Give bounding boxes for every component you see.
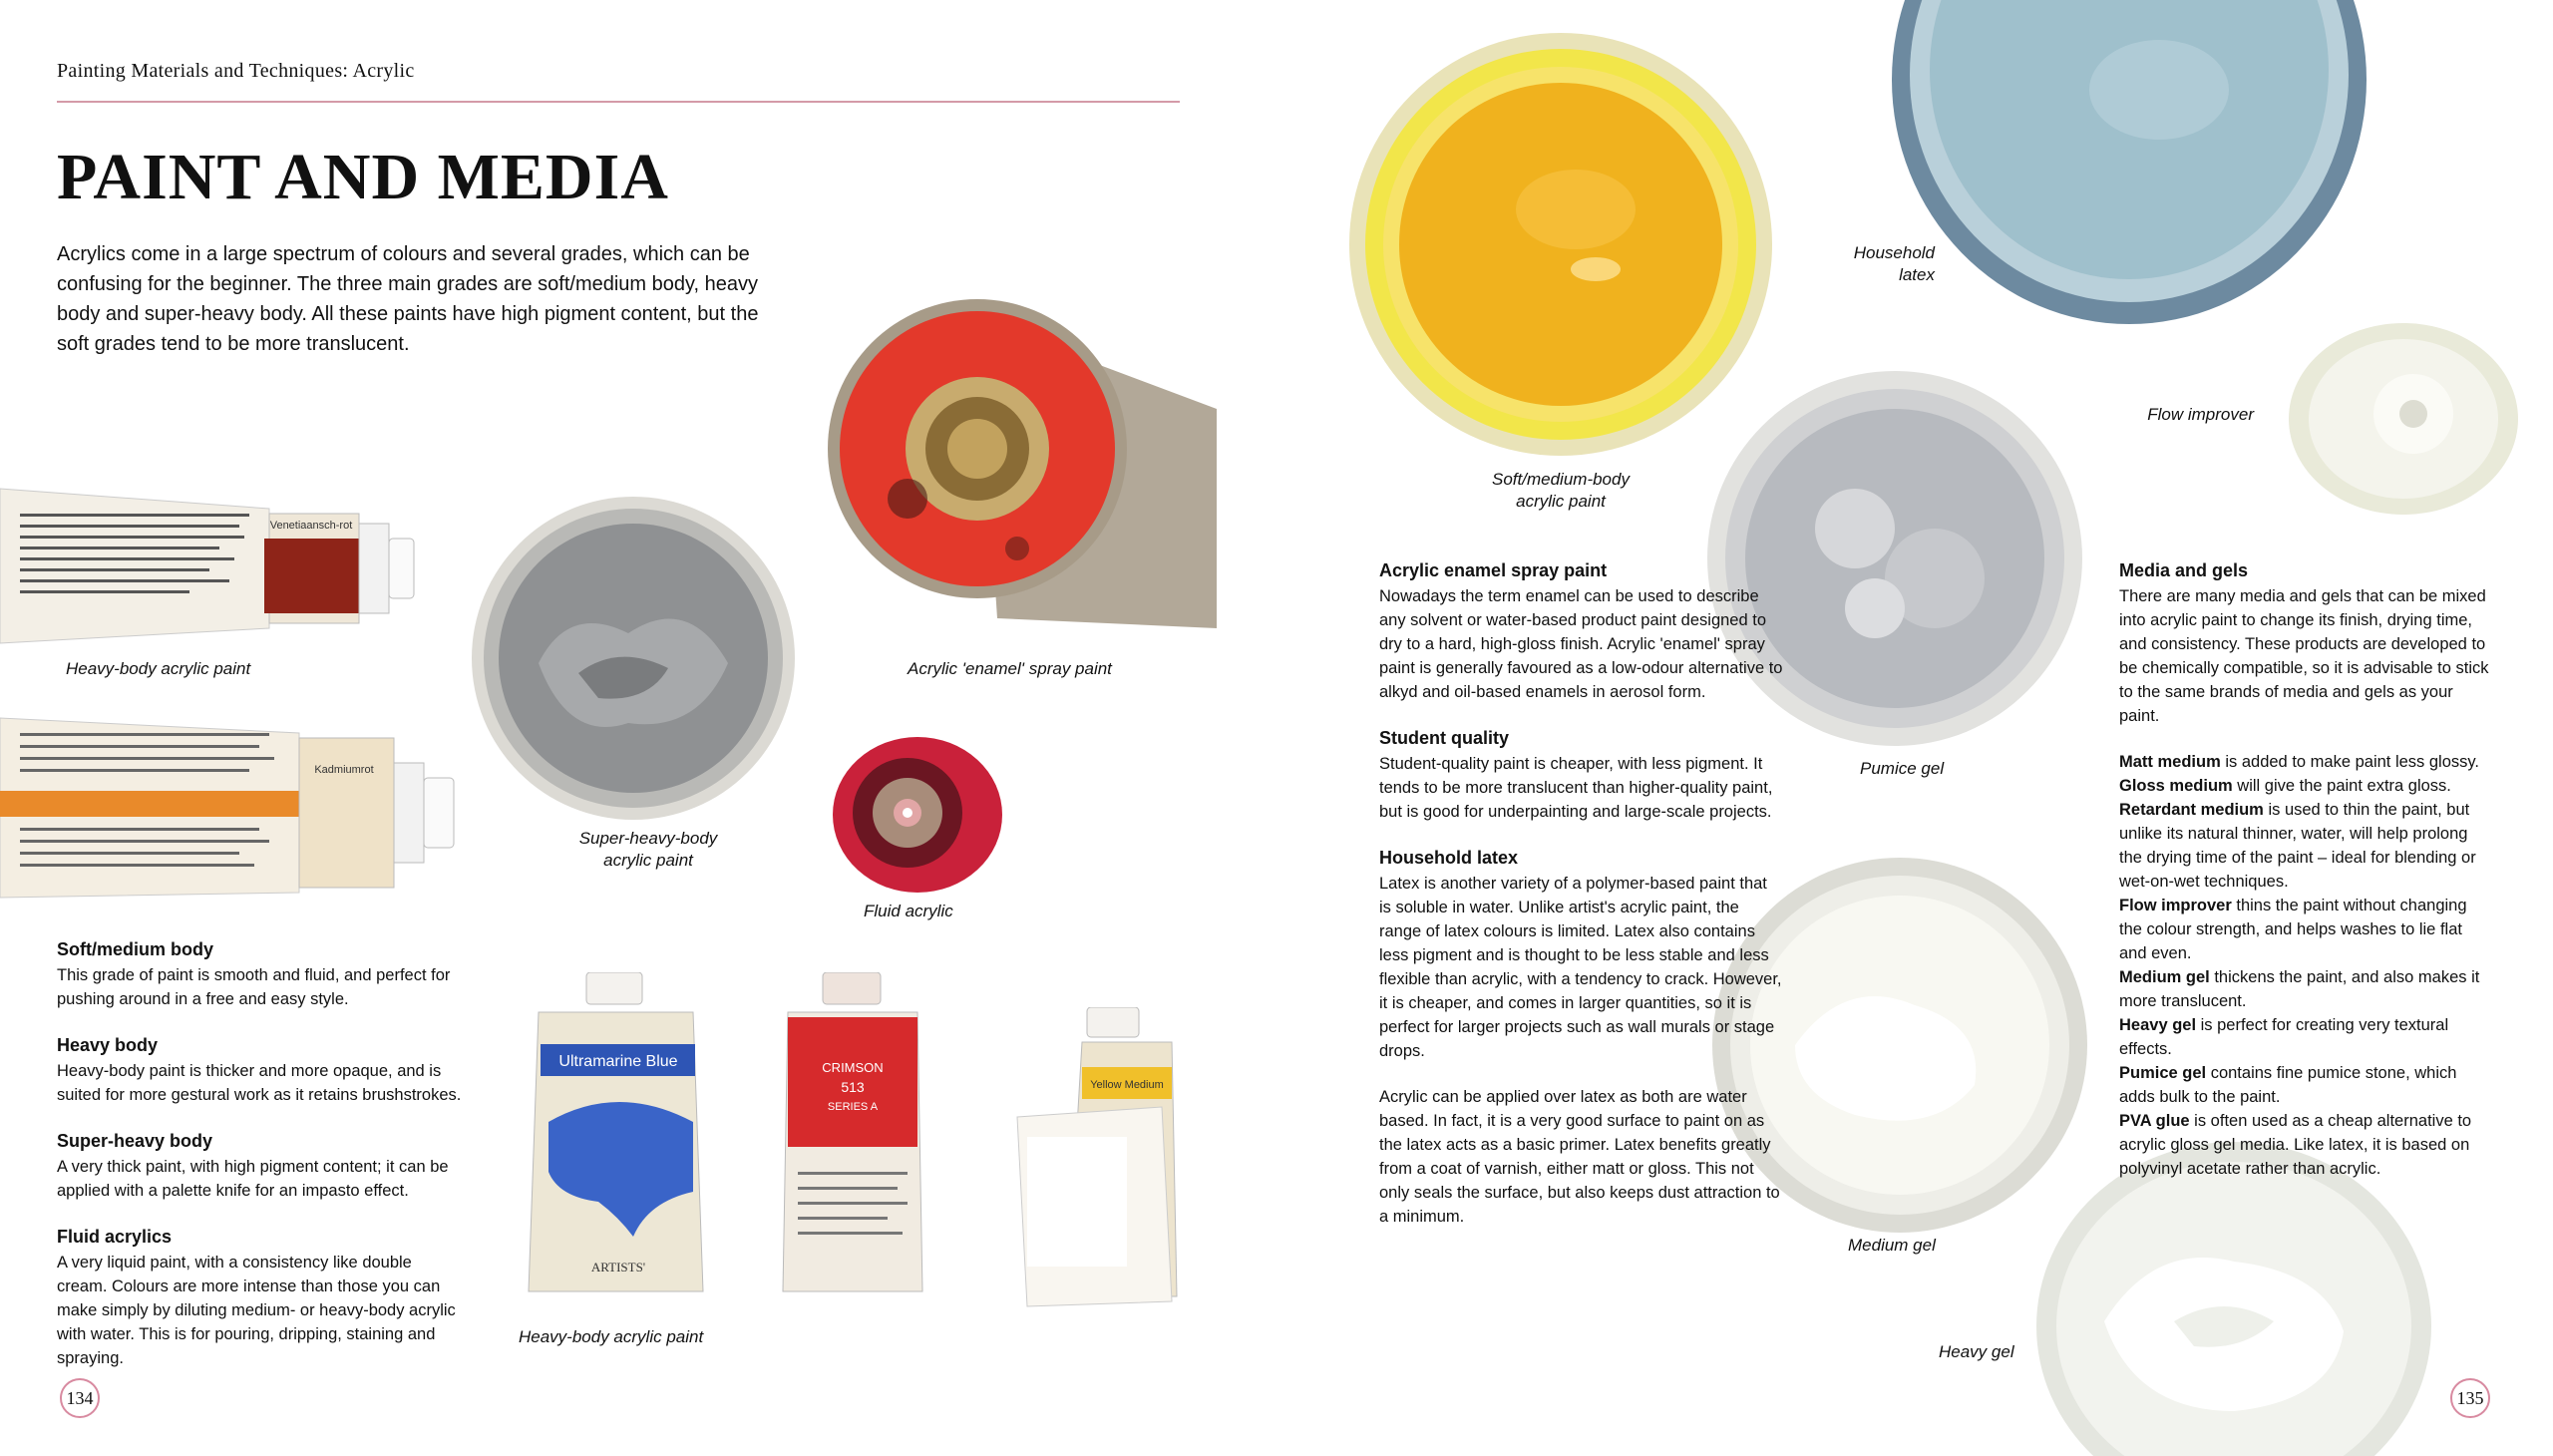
section-heading: Soft/medium body — [57, 939, 213, 959]
media-item — [2119, 1013, 2493, 1061]
media-item — [2119, 965, 2493, 1013]
caption-flow-improver: Flow improver — [2147, 405, 2254, 424]
household-latex-photo — [1890, 0, 2369, 329]
media-gels-section — [2119, 558, 2493, 1181]
media-item — [2119, 894, 2493, 965]
artists-label: ARTISTS' — [590, 1260, 646, 1274]
caption-soft-medium: Soft/medium-body acrylic paint — [1492, 470, 1630, 511]
flow-improver-photo — [2284, 319, 2523, 519]
section-text: A very liquid paint, with a consistency like double cream. Colours are more intense than those you can make simply by diluting medium- or heavy-body acrylic with water. This is for pouring, dripping, staining and spraying. — [57, 1254, 456, 1367]
media-desc: is used to thin the paint, but unlike its natural thinner, water, will help prolong the drying time of the paint – ideal for blending or wet-on-wet techniques. — [2119, 801, 2476, 891]
header-divider — [57, 101, 1180, 103]
media-term: PVA glue — [2119, 1112, 2190, 1130]
section-text: This grade of paint is smooth and fluid, and perfect for pushing around in a free and easy style. — [57, 966, 451, 1008]
caption-super-heavy: Super-heavy-body acrylic paint — [578, 829, 718, 870]
media-term: Gloss medium — [2119, 777, 2233, 795]
caption-pumice-gel: Pumice gel — [1860, 759, 1945, 778]
caption-medium-gel: Medium gel — [1848, 1236, 1936, 1255]
tube1-label: Venetiaansch-rot — [269, 520, 353, 532]
ultramarine-label: Ultramarine Blue — [558, 1053, 678, 1070]
middle-sections — [1379, 558, 1783, 1251]
yellow-tube-photo — [1012, 1007, 1182, 1311]
media-term: Flow improver — [2119, 897, 2232, 914]
heavy-body-tube-photo-2 — [0, 703, 459, 903]
section-heading: Student quality — [1379, 728, 1509, 748]
media-term: Retardant medium — [2119, 801, 2264, 819]
media-item — [2119, 798, 2493, 894]
section-text: Student-quality paint is cheaper, with less pigment. It tends to be more translucent than higher-quality paint, but is good for underpainting and large-scale projects. — [1379, 755, 1773, 821]
crimson-tube-photo — [778, 972, 927, 1311]
tube2-label: Kadmiumrot — [314, 764, 374, 776]
crimson-label: CRIMSON — [822, 1060, 884, 1075]
super-heavy-jar-photo — [469, 494, 798, 823]
caption-spray: Acrylic 'enamel' spray paint — [908, 659, 1112, 678]
section-student-quality — [1379, 726, 1783, 824]
section-heading: Heavy body — [57, 1035, 159, 1055]
page-number-right: 135 — [2450, 1378, 2490, 1418]
crimson-series: SERIES A — [827, 1101, 879, 1113]
media-heading: Media and gels — [2119, 560, 2249, 580]
fluid-acrylic-photo — [828, 733, 1007, 898]
media-desc: will give the paint extra gloss. — [2232, 777, 2451, 795]
ultramarine-tube-photo — [519, 972, 718, 1316]
media-desc: thins the paint without changing the colour strength, and helps washes to lie flat and even. — [2119, 897, 2467, 962]
section-soft-medium — [57, 937, 466, 1011]
caption-household-latex: Household latex — [1853, 243, 1935, 284]
caption-fluid: Fluid acrylic — [864, 902, 953, 920]
media-term: Heavy gel — [2119, 1016, 2197, 1034]
caption-heavy-gel: Heavy gel — [1939, 1342, 2014, 1361]
media-term: Medium gel — [2119, 968, 2210, 986]
section-heading: Household latex — [1379, 848, 1519, 868]
media-desc: is often used as a cheap alternative to acrylic gloss gel media. Like latex, it is based on polyvinyl acetate rather than acrylic. — [2119, 1112, 2472, 1178]
section-text: A very thick paint, with high pigment content; it can be applied with a palette knife for an impasto effect. — [57, 1158, 449, 1200]
section-latex-note — [1379, 1085, 1783, 1229]
crimson-number: 513 — [841, 1079, 865, 1095]
yellow-label: Yellow Medium — [1090, 1079, 1164, 1091]
intro-paragraph: Acrylics come in a large spectrum of colours and several grades, which can be confusing for the beginner. The three main grades are soft/medium body, heavy body and super-heavy body. All these paints have high pigment content, but the soft grades tend to be more translucent. — [57, 243, 759, 355]
media-item — [2119, 1061, 2493, 1109]
media-desc: contains fine pumice stone, which adds bulk to the paint. — [2119, 1064, 2457, 1106]
section-text: Nowadays the term enamel can be used to describe any solvent or water-based product paint designed to dry to a hard, high-gloss finish. Acrylic 'enamel' spray paint is generally favoured as a low-odour alternative to alkyd and oil-based enamels in aerosol form. — [1379, 587, 1783, 701]
heavy-gel-photo — [2034, 1142, 2433, 1456]
spray-can-photo — [818, 289, 1247, 658]
section-text: Heavy-body paint is thicker and more opaque, and is suited for more gestural work as it retains brushstrokes. — [57, 1062, 462, 1104]
section-text: Latex is another variety of a polymer-based paint that is soluble in water. Unlike artist's acrylic paint, the range of latex colours is limited. Latex also contains less pigment and is thought to be less stable and less flexible than acrylic, with a tendency to crack. However, it is cheaper, and comes in larger quantities, so it is perfect for larger projects such as wall murals or stage drops. — [1379, 875, 1782, 1060]
media-item — [2119, 774, 2493, 798]
media-desc: is perfect for creating very textural effects. — [2119, 1016, 2449, 1058]
page-title: PAINT AND MEDIA — [57, 141, 669, 213]
section-heading: Fluid acrylics — [57, 1227, 173, 1247]
media-desc: thickens the paint, and also makes it more translucent. — [2119, 968, 2480, 1010]
section-text: Acrylic can be applied over latex as both are water based. In fact, it is a very good surface to paint on as the latex acts as a basic primer. Latex benefits greatly from a coat of varnish, either matt or gloss. This not only seals the surface, but also keeps dust attraction to a minimum. — [1379, 1088, 1780, 1226]
running-head: Painting Materials and Techniques: Acrylic — [57, 60, 415, 82]
media-intro: There are many media and gels that can be mixed into acrylic paint to change its finish, drying time, and consistency. These products are developed to be chemically compatible, so it is advisable to stick to the same brands of media and gels as your paint. — [2119, 587, 2489, 725]
left-sections — [57, 937, 466, 1392]
section-heavy — [57, 1033, 466, 1107]
caption-heavy-body-tubes: Heavy-body acrylic paint — [66, 659, 251, 678]
media-item — [2119, 750, 2493, 774]
section-super-heavy — [57, 1129, 466, 1203]
media-desc: is added to make paint less glossy. — [2220, 753, 2480, 771]
heavy-body-tube-photo-1 — [0, 469, 419, 648]
section-household-latex — [1379, 846, 1783, 1063]
section-heading: Acrylic enamel spray paint — [1379, 560, 1608, 580]
caption-heavy-body-bottom: Heavy-body acrylic paint — [519, 1327, 704, 1346]
section-heading: Super-heavy body — [57, 1131, 213, 1151]
media-item — [2119, 1109, 2493, 1181]
page-number-left: 134 — [60, 1378, 100, 1418]
media-term: Matt medium — [2119, 753, 2221, 771]
media-term: Pumice gel — [2119, 1064, 2207, 1082]
section-enamel-spray — [1379, 558, 1783, 704]
section-fluid — [57, 1225, 466, 1370]
